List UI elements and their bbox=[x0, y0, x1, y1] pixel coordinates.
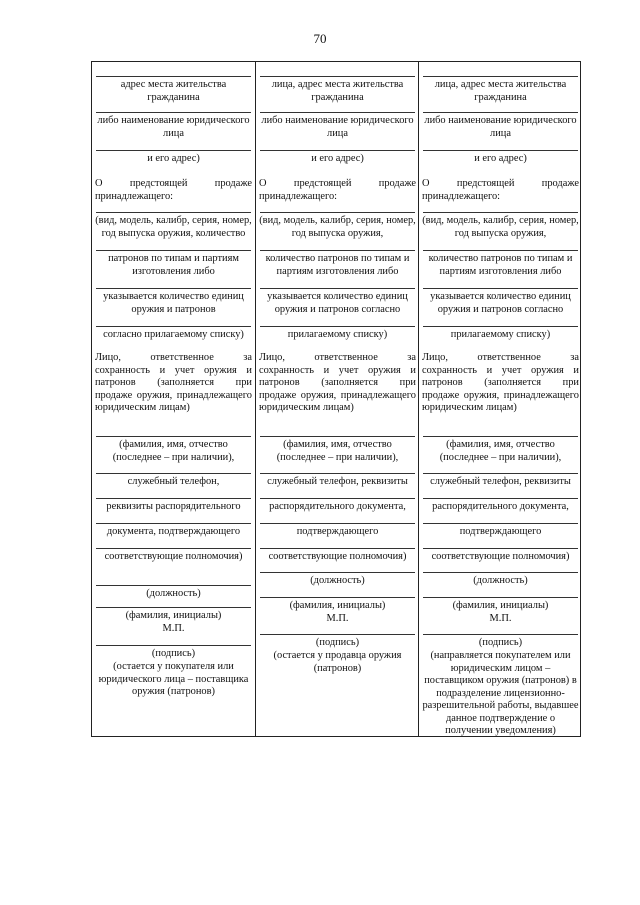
blank-line bbox=[260, 112, 415, 113]
document-caption: подтверждающего bbox=[296, 526, 379, 537]
sale-word: предстоящей bbox=[293, 178, 352, 189]
blank-line bbox=[423, 288, 578, 289]
blank-line bbox=[96, 326, 251, 327]
position-caption: (должность) bbox=[146, 588, 201, 599]
sale-word2: продаже bbox=[214, 178, 252, 189]
blank-line bbox=[423, 523, 578, 524]
blank-line bbox=[96, 473, 251, 474]
responsible-person-label: Лицо, ответственное за сохранность и учет оружия и патронов (заполняется при продаже оружия, принадлежащего юридическим лицам) bbox=[422, 352, 579, 413]
powers-caption: соответствующие полномочия) bbox=[104, 551, 243, 562]
weapon-kind-caption: (вид, модель, калибр, серия, номер, год выпуска оружия, количество bbox=[95, 215, 252, 239]
blank-line bbox=[96, 76, 251, 77]
document-caption: подтверждающего bbox=[459, 526, 542, 537]
blank-line bbox=[423, 473, 578, 474]
cartridges-caption: количество патронов по типам и партиям изготовления либо bbox=[428, 253, 573, 277]
full-name-caption: (фамилия, имя, отчество (последнее – при наличии), bbox=[112, 439, 235, 463]
sale-line2: принадлежащего: bbox=[259, 190, 338, 202]
blank-line bbox=[96, 523, 251, 524]
powers-caption: соответствующие полномочия) bbox=[431, 551, 570, 562]
signature-caption: (подпись) bbox=[478, 637, 523, 648]
sale-line2: принадлежащего: bbox=[95, 190, 174, 202]
blank-line bbox=[260, 473, 415, 474]
per-list-caption: согласно прилагаемому списку) bbox=[103, 329, 244, 340]
full-name-caption: (фамилия, имя, отчество (последнее – при наличии), bbox=[276, 439, 399, 463]
position-caption: (должность) bbox=[473, 575, 528, 586]
copy-destination-note: (остается у продавца оружия (патронов) bbox=[273, 650, 402, 674]
blank-line bbox=[260, 548, 415, 549]
its-address-caption: и его адрес) bbox=[474, 153, 527, 164]
blank-line bbox=[423, 212, 578, 213]
sale-word2: продаже bbox=[378, 178, 416, 189]
sale-word: предстоящей bbox=[129, 178, 188, 189]
stamp-mark: М.П. bbox=[489, 613, 512, 624]
initials-caption: (фамилия, инициалы) bbox=[289, 600, 386, 611]
blank-line bbox=[260, 326, 415, 327]
address-caption: адрес места жительства гражданина bbox=[120, 79, 227, 103]
legal-name-caption: либо наименование юридического лица bbox=[424, 115, 577, 139]
blank-line bbox=[423, 548, 578, 549]
its-address-caption: и его адрес) bbox=[147, 153, 200, 164]
stamp-mark: М.П. bbox=[162, 623, 185, 634]
blank-line bbox=[260, 498, 415, 499]
quantity-caption: указывается количество единиц оружия и патронов согласно bbox=[267, 291, 408, 315]
blank-line bbox=[423, 112, 578, 113]
quantity-caption: указывается количество единиц оружия и патронов согласно bbox=[430, 291, 571, 315]
form-column-seller bbox=[255, 62, 419, 736]
blank-line bbox=[96, 436, 251, 437]
quantity-caption: указывается количество единиц оружия и патронов bbox=[103, 291, 244, 315]
blank-line bbox=[260, 250, 415, 251]
blank-line bbox=[96, 607, 251, 608]
upcoming-sale-label bbox=[422, 178, 579, 203]
sale-word2: продаже bbox=[541, 178, 579, 189]
sale-word: предстоящей bbox=[456, 178, 515, 189]
initials-caption: (фамилия, инициалы) bbox=[452, 600, 549, 611]
per-list-caption: прилагаемому списку) bbox=[287, 329, 388, 340]
upcoming-sale-label bbox=[259, 178, 416, 203]
notification-form-table bbox=[91, 61, 581, 737]
page-number: 70 bbox=[313, 31, 327, 46]
blank-line bbox=[423, 597, 578, 598]
sale-prefix: О bbox=[422, 178, 430, 189]
cartridges-caption: патронов по типам и партиям изготовления либо bbox=[108, 253, 239, 277]
signature-caption: (подпись) bbox=[315, 637, 360, 648]
document-caption: документа, подтверждающего bbox=[106, 526, 241, 537]
form-column-buyer bbox=[92, 62, 255, 736]
phone-caption: служебный телефон, реквизиты bbox=[267, 476, 408, 487]
its-address-caption: и его адрес) bbox=[311, 153, 364, 164]
blank-line bbox=[96, 498, 251, 499]
sale-line2: принадлежащего: bbox=[422, 190, 501, 202]
phone-caption: служебный телефон, реквизиты bbox=[430, 476, 571, 487]
blank-line bbox=[96, 288, 251, 289]
blank-line bbox=[260, 288, 415, 289]
weapon-kind-caption: (вид, модель, калибр, серия, номер, год выпуска оружия, bbox=[259, 215, 416, 239]
initials-caption: (фамилия, инициалы) bbox=[125, 610, 222, 621]
blank-line bbox=[96, 112, 251, 113]
legal-name-caption: либо наименование юридического лица bbox=[261, 115, 414, 139]
stamp-mark: М.П. bbox=[326, 613, 349, 624]
phone-caption: служебный телефон, bbox=[127, 476, 220, 487]
weapon-kind-caption: (вид, модель, калибр, серия, номер, год выпуска оружия, bbox=[422, 215, 579, 239]
powers-caption: соответствующие полномочия) bbox=[268, 551, 407, 562]
blank-line bbox=[423, 572, 578, 573]
address-caption: лица, адрес места жительства гражданина bbox=[434, 79, 567, 103]
blank-line bbox=[423, 436, 578, 437]
responsible-person-label: Лицо, ответственное за сохранность и учет оружия и патронов (заполняется при продаже оружия, принадлежащего юридическим лицам) bbox=[95, 352, 252, 413]
sale-prefix: О bbox=[95, 178, 103, 189]
responsible-person-label: Лицо, ответственное за сохранность и учет оружия и патронов (заполняется при продаже оружия, принадлежащего юридическим лицам) bbox=[259, 352, 416, 413]
blank-line bbox=[260, 634, 415, 635]
form-column-licensing bbox=[418, 62, 582, 736]
blank-line bbox=[260, 76, 415, 77]
signature-caption: (подпись) bbox=[151, 648, 196, 659]
legal-name-caption: либо наименование юридического лица bbox=[97, 115, 250, 139]
position-caption: (должность) bbox=[310, 575, 365, 586]
blank-line bbox=[260, 523, 415, 524]
blank-line bbox=[260, 150, 415, 151]
blank-line bbox=[96, 250, 251, 251]
full-name-caption: (фамилия, имя, отчество (последнее – при наличии), bbox=[439, 439, 562, 463]
cartridges-caption: количество патронов по типам и партиям изготовления либо bbox=[265, 253, 410, 277]
upcoming-sale-label bbox=[95, 178, 252, 203]
blank-line bbox=[423, 634, 578, 635]
blank-line bbox=[96, 212, 251, 213]
blank-line bbox=[423, 150, 578, 151]
copy-destination-note: (направляется покупателем или юридическим лицом – поставщиком оружия (патронов) в подразделение лицензионно-разрешительной работы, выдавшее данное подтверждение о получении уведомления) bbox=[422, 650, 579, 736]
blank-line bbox=[260, 597, 415, 598]
blank-line bbox=[260, 436, 415, 437]
blank-line bbox=[260, 572, 415, 573]
blank-line bbox=[260, 212, 415, 213]
blank-line bbox=[96, 645, 251, 646]
blank-line bbox=[423, 498, 578, 499]
rekvizity-caption: распорядительного документа, bbox=[269, 501, 406, 512]
per-list-caption: прилагаемому списку) bbox=[450, 329, 551, 340]
rekvizity-caption: реквизиты распорядительного bbox=[106, 501, 241, 512]
address-caption: лица, адрес места жительства гражданина bbox=[271, 79, 404, 103]
copy-destination-note: (остается у покупателя или юридического лица – поставщика оружия (патронов) bbox=[98, 661, 249, 697]
blank-line bbox=[96, 150, 251, 151]
rekvizity-caption: распорядительного документа, bbox=[432, 501, 569, 512]
blank-line bbox=[423, 250, 578, 251]
sale-prefix: О bbox=[259, 178, 267, 189]
blank-line bbox=[423, 326, 578, 327]
blank-line bbox=[96, 585, 251, 586]
blank-line bbox=[96, 548, 251, 549]
blank-line bbox=[423, 76, 578, 77]
